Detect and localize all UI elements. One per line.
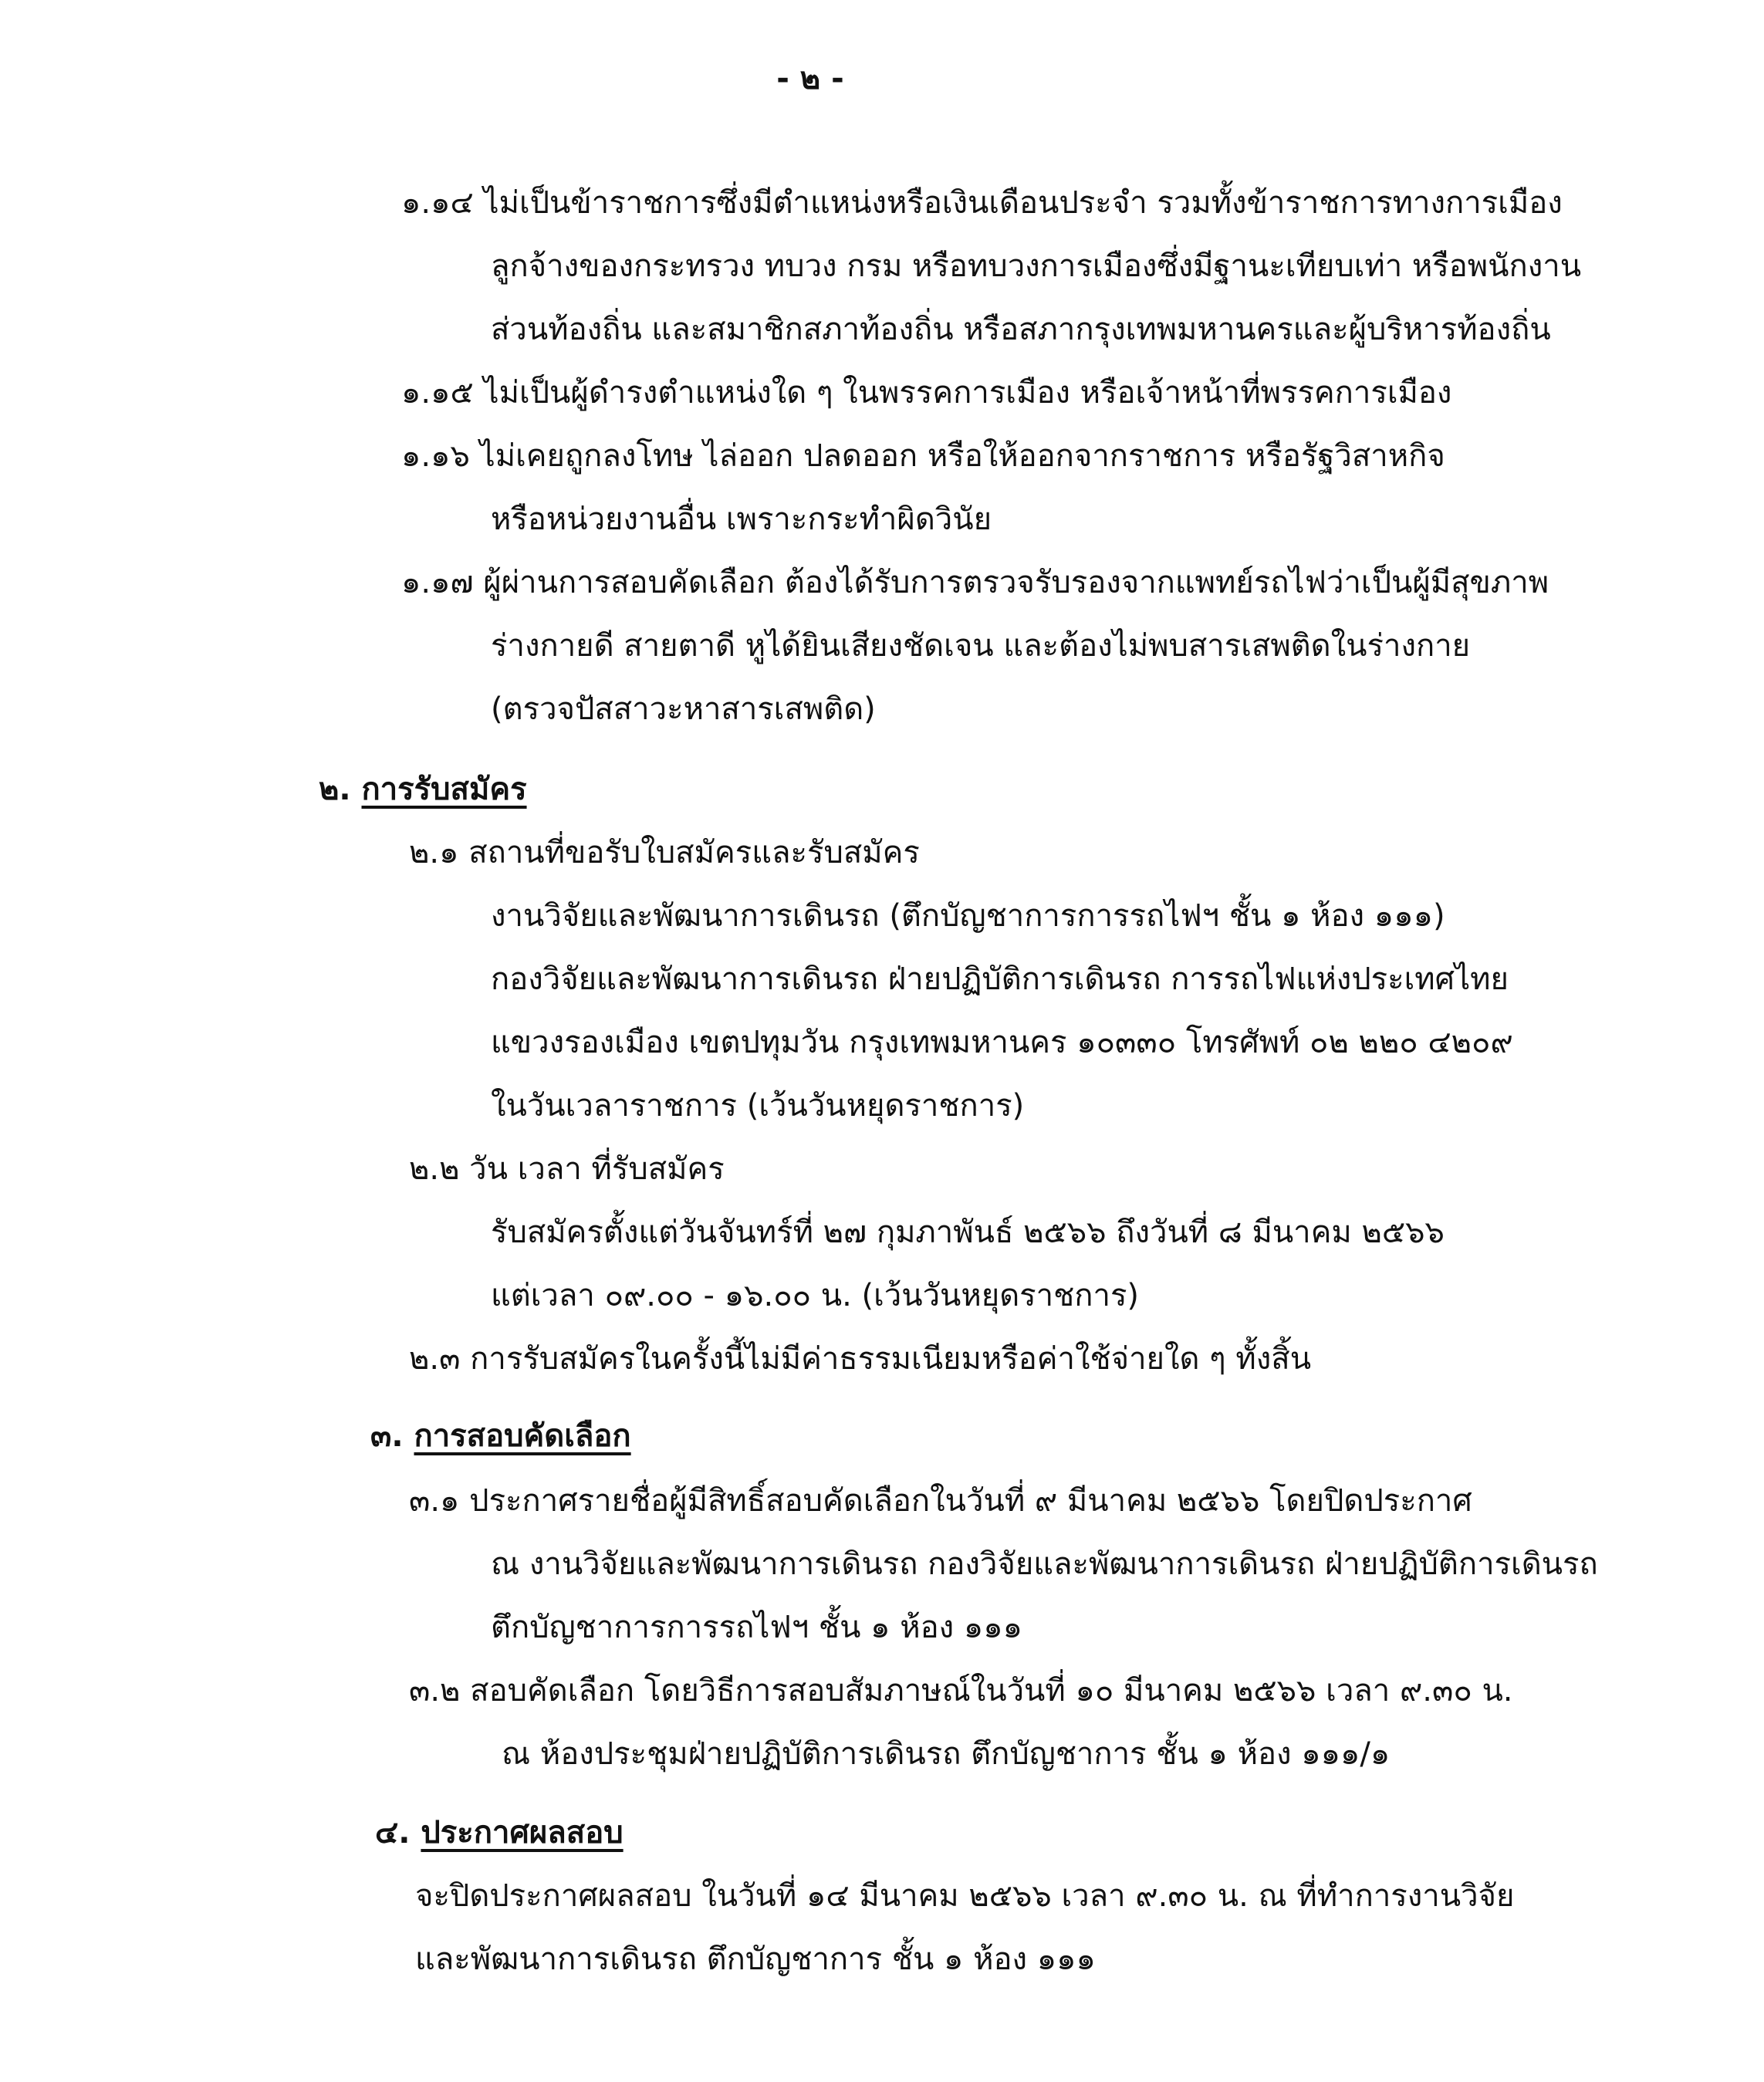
item-text: ผู้ผ่านการสอบคัดเลือก ต้องได้รับการตรวจรับรองจากแพทย์รถไฟว่าเป็นผู้มีสุขภาพ [483,565,1549,600]
item-text: สอบคัดเลือก โดยวิธีการสอบสัมภาษณ์ในวันที่ ๑๐ มีนาคม ๒๕๖๖ เวลา ๙.๓๐ น. [470,1673,1513,1709]
item-number: ๒.๑ [409,835,459,870]
item-text-continuation: งานวิจัยและพัฒนาการเดินรถ (ตึกบัญชาการการรถไฟฯ ชั้น ๑ ห้อง ๑๑๑) [491,898,1445,934]
item-text: วัน เวลา ที่รับสมัคร [469,1151,725,1187]
item-number: ๒.๓ [409,1341,461,1377]
list-item-1-14 [401,171,1563,235]
item-text-continuation: รับสมัครตั้งแต่วันจันทร์ที่ ๒๗ กุมภาพันธ์ ๒๕๖๖ ถึงวันที่ ๘ มีนาคม ๒๕๖๖ [491,1215,1445,1250]
item-text: ประกาศรายชื่อผู้มีสิทธิ์สอบคัดเลือกในวันที่ ๙ มีนาคม ๒๕๖๖ โดยปิดประกาศ [469,1483,1472,1519]
section-heading [370,1404,631,1468]
item-text-continuation: ส่วนท้องถิ่น และสมาชิกสภาท้องถิ่น หรือสภากรุงเทพมหานครและผู้บริหารท้องถิ่น [491,312,1551,347]
item-number: ๑.๑๕ [401,375,474,411]
item-text-continuation: ร่างกายดี สายตาดี หูได้ยินเสียงชัดเจน และต้องไม่พบสารเสพติดในร่างกาย [491,628,1471,664]
section-number: ๔. [375,1815,411,1850]
section-title: ประกาศผลสอบ [421,1815,623,1850]
section-title: การสอบคัดเลือก [414,1418,631,1454]
list-item-1-17 [401,551,1549,614]
section-number: ๒. [319,772,351,807]
list-item-3-1 [409,1469,1472,1533]
list-item-1-16 [401,424,1445,488]
item-number: ๑.๑๖ [401,438,470,474]
list-item-2-3 [409,1327,1311,1391]
item-text-continuation: แขวงรองเมือง เขตปทุมวัน กรุงเทพมหานคร ๑๐๓๓๐ โทรศัพท์ ๐๒ ๒๒๐ ๔๒๐๙ [491,1025,1513,1060]
item-number: ๒.๒ [409,1151,460,1187]
item-text-continuation: (ตรวจปัสสาวะหาสารเสพติด) [491,691,876,727]
page-number: - ๒ - [776,61,844,96]
item-text: ไม่เคยถูกลงโทษ ไล่ออก ปลดออก หรือให้ออกจากราชการ หรือรัฐวิสาหกิจ [479,438,1445,474]
item-text-continuation: ณ งานวิจัยและพัฒนาการเดินรถ กองวิจัยและพัฒนาการเดินรถ ฝ่ายปฏิบัติการเดินรถ [491,1546,1598,1582]
paragraph-line: จะปิดประกาศผลสอบ ในวันที่ ๑๔ มีนาคม ๒๕๖๖ เวลา ๙.๓๐ น. ณ ที่ทำการงานวิจัย [415,1878,1515,1914]
item-number: ๑.๑๔ [401,185,474,221]
paragraph-line: และพัฒนาการเดินรถ ตึกบัญชาการ ชั้น ๑ ห้อง ๑๑๑ [415,1942,1096,1977]
item-text-continuation: ณ ห้องประชุมฝ่ายปฏิบัติการเดินรถ ตึกบัญชาการ ชั้น ๑ ห้อง ๑๑๑/๑ [502,1736,1391,1772]
item-text-continuation: กองวิจัยและพัฒนาการเดินรถ ฝ่ายปฏิบัติการเดินรถ การรถไฟแห่งประเทศไทย [491,962,1509,997]
item-text: สถานที่ขอรับใบสมัครและรับสมัคร [468,835,920,870]
item-number: ๑.๑๗ [401,565,474,600]
item-text: ไม่เป็นผู้ดำรงตำแหน่งใด ๆ ในพรรคการเมือง หรือเจ้าหน้าที่พรรคการเมือง [483,375,1452,411]
item-text: ไม่เป็นข้าราชการซึ่งมีตำแหน่งหรือเงินเดือนประจำ รวมทั้งข้าราชการทางการเมือง [483,185,1563,221]
item-number: ๓.๑ [409,1483,460,1519]
item-text-continuation: แต่เวลา ๐๙.๐๐ - ๑๖.๐๐ น. (เว้นวันหยุดราชการ) [491,1278,1140,1313]
item-number: ๓.๒ [409,1673,461,1709]
list-item-1-15 [401,361,1451,424]
section-number: ๓. [370,1418,404,1454]
item-text-continuation: หรือหน่วยงานอื่น เพราะกระทำผิดวินัย [491,502,992,537]
section-title: การรับสมัคร [361,772,527,807]
item-text-continuation: ลูกจ้างของกระทรวง ทบวง กรม หรือทบวงการเมืองซึ่งมีฐานะเทียบเท่า หรือพนักงาน [491,248,1582,284]
section-heading [319,758,527,821]
list-item-2-1 [409,821,920,884]
item-text-continuation: ตึกบัญชาการการรถไฟฯ ชั้น ๑ ห้อง ๑๑๑ [491,1610,1023,1645]
list-item-2-2 [409,1137,725,1201]
item-text: การรับสมัครในครั้งนี้ไม่มีค่าธรรมเนียมหรือค่าใช้จ่ายใด ๆ ทั้งสิ้น [470,1341,1312,1377]
section-heading [375,1801,623,1864]
item-text-continuation: ในวันเวลาราชการ (เว้นวันหยุดราชการ) [491,1088,1025,1124]
list-item-3-2 [409,1659,1513,1722]
